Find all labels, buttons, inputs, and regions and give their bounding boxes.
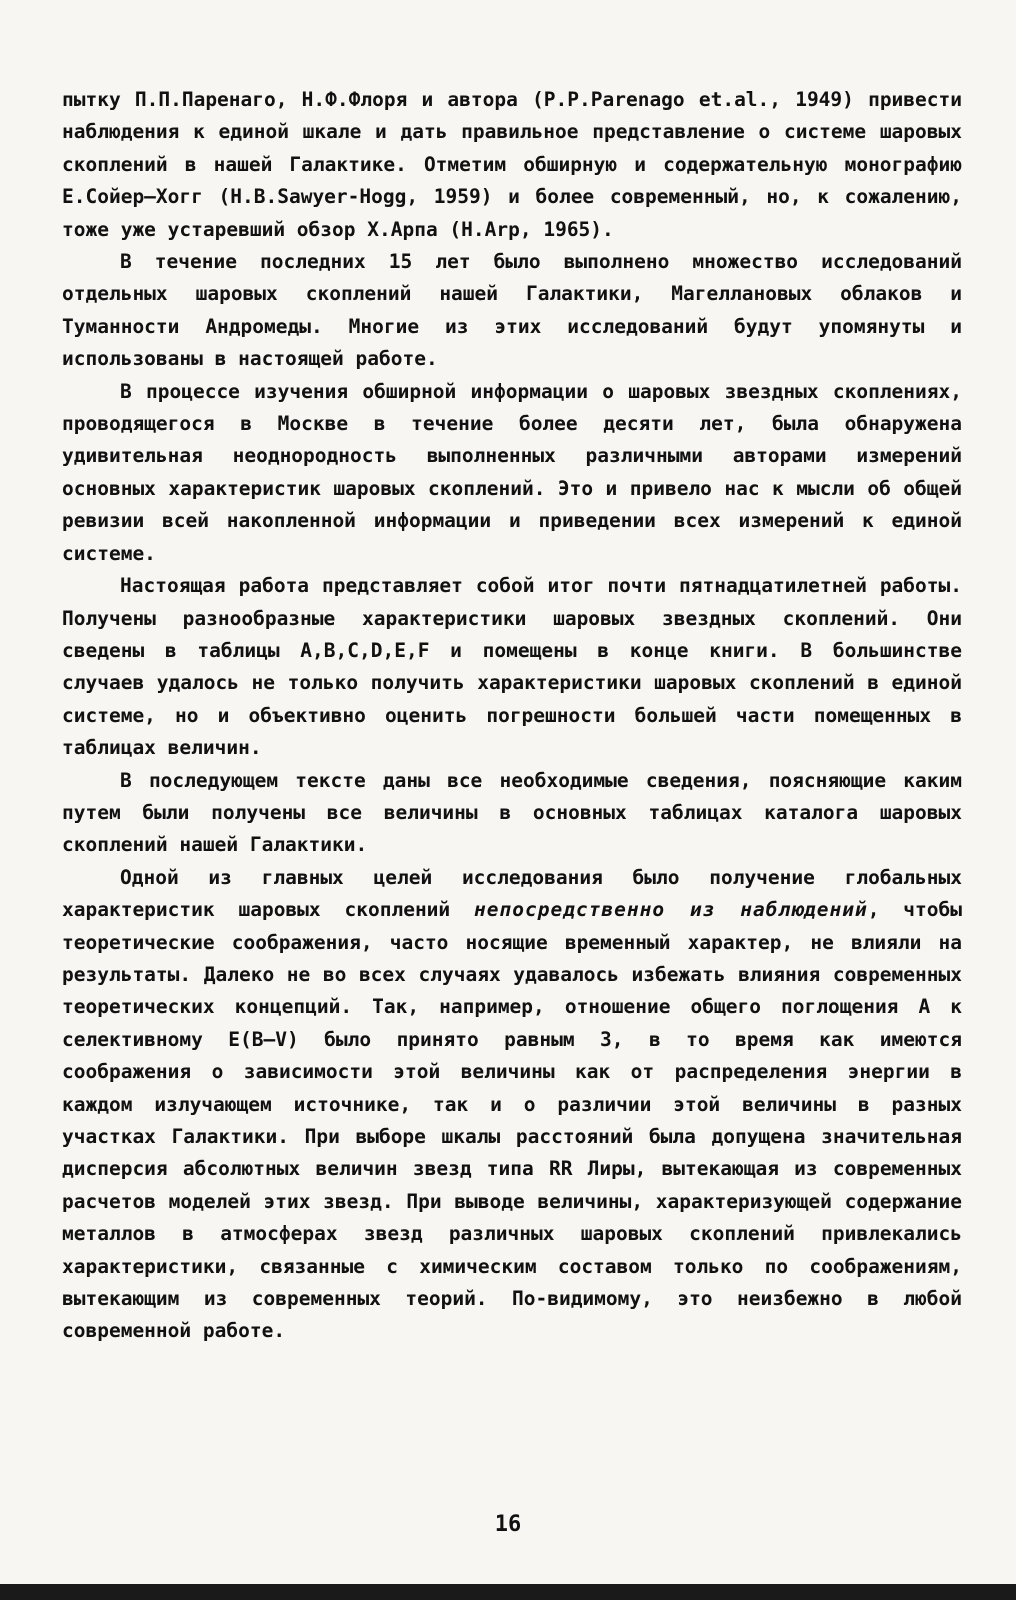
scan-bottom-edge bbox=[0, 1584, 1016, 1600]
paragraph-6-part-1: Одной из главных целей исследования было получение глобальных характеристик шаровых скоплений bbox=[62, 865, 962, 922]
paragraph-6-italic-phrase: непосредственно из наблюдений bbox=[474, 898, 868, 922]
paragraph-6 bbox=[62, 862, 962, 1348]
body-text bbox=[62, 84, 962, 1348]
page-number: 16 bbox=[494, 1512, 522, 1537]
paragraph-2: В течение последних 15 лет было выполнено множество исследований отдельных шаровых скоплений нашей Галактики, Магеллановых облаков и Туманности Андромеды. Многие из этих исследований будут упомянуты и использованы в настоящей работе. bbox=[62, 250, 962, 371]
paragraph-1: пытку П.П.Паренаго, Н.Ф.Флоря и автора (P.P.Parenago et.al., 1949) привести наблюдения к единой шкале и дать правильное представление о системе шаровых скоплений в нашей Галактике. Отметим обширную и содержательную монографию Е.Сойер–Хогг (H.B.Sawyer-Hogg, 1959) и более современный, но, к сожалению, тоже уже устаревший обзор Х.Арпа (H.Arp, 1965). bbox=[62, 88, 962, 241]
paragraph-5: В последующем тексте даны все необходимые сведения, поясняющие каким путем были получены все величины в основных таблицах каталога шаровых скоплений нашей Галактики. bbox=[62, 768, 962, 857]
paragraph-3: В процессе изучения обширной информации о шаровых звездных скоплениях, проводящегося в Москве в течение более десяти лет, была обнаружена удивительная неоднородность выполненных различными авторами измерений основных характеристик шаровых скоплений. Это и привело нас к мысли об общей ревизии всей накопленной информации и приведении всех измерений к единой системе. bbox=[62, 379, 962, 565]
paragraph-6-part-2: , чтобы теоретические соображения, часто носящие временный характер, не влияли на результаты. Далеко не во всех случаях удавалось избежать влияния современных теоретических концепций. Так, например, отношение общего поглощения A к селективному E(B–V) было принято равным 3, в то время как имеются соображения о зависимости этой величины как от распределения энергии в каждом излучающем источнике, так и о различии этой величины в разных участках Галактики. При выборе шкалы расстояний была допущена значительная дисперсия абсолютных величин звезд типа RR Лиры, вытекающая из современных расчетов моделей этих звезд. При выводе величины, характеризующей содержание металлов в атмосферах звезд различных шаровых скоплений привлекались характеристики, связанные с химическим составом только по соображениям, вытекающим из современных теорий. По-видимому, это неизбежно в любой современной работе. bbox=[62, 898, 962, 1343]
paragraph-4: Настоящая работа представляет собой итог почти пятнадцатилетней работы. Получены разнообразные характеристики шаровых звездных скоплений. Они сведены в таблицы A,B,C,D,E,F и помещены в конце книги. В большинстве случаев удалось не только получить характеристики шаровых скоплений в единой системе, но и объективно оценить погрешности большей части помещенных в таблицах величин. bbox=[62, 574, 962, 760]
